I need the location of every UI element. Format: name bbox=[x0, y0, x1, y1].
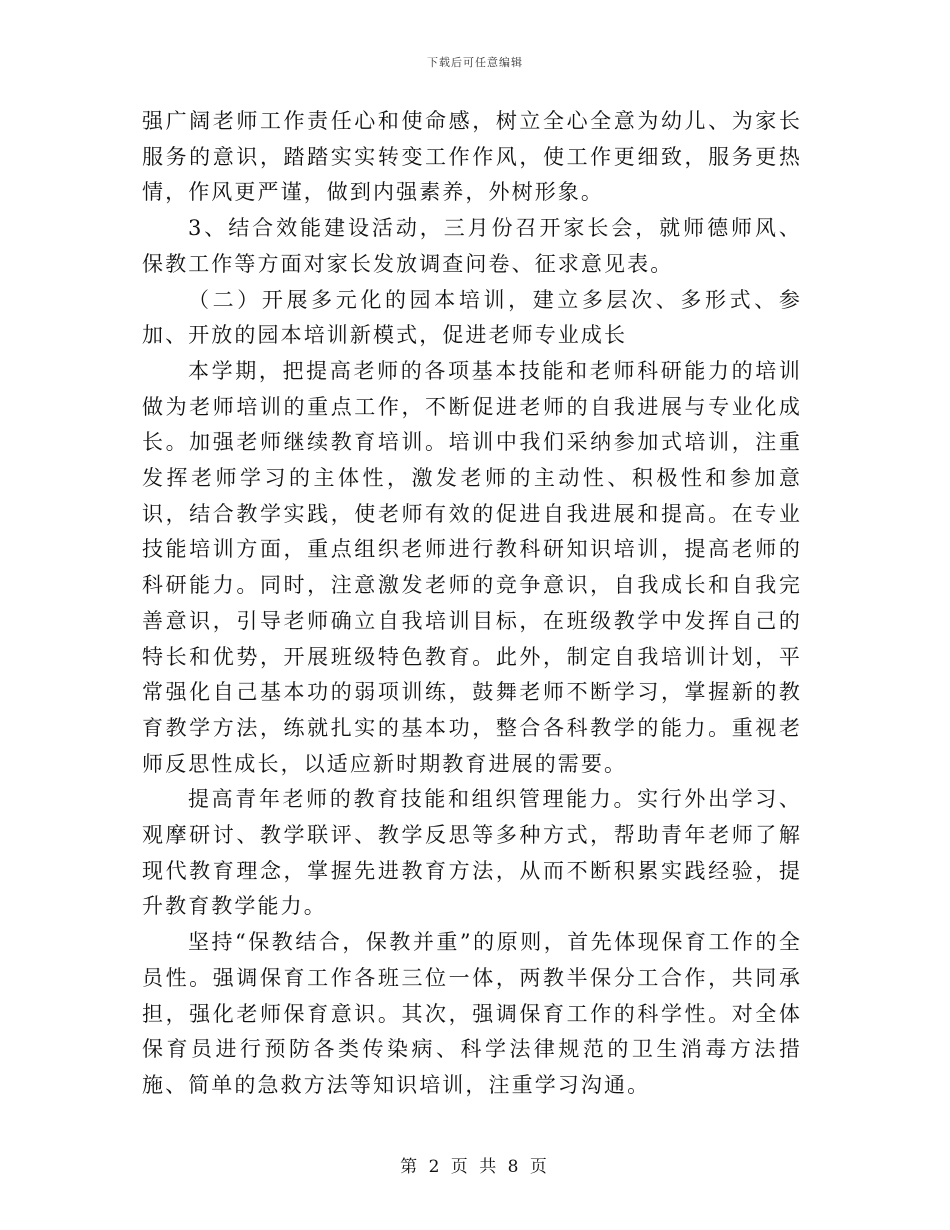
paragraph-1: 强广阔老师工作责任心和使命感，树立全心全意为幼儿、为家长服务的意识，踏踏实实转变工作作风，使工作更细致，服务更热情，作风更严谨，做到内强素养，外树形象。 bbox=[142, 109, 802, 205]
page-number: 第 2 页 共 8 页 bbox=[400, 1157, 550, 1177]
paragraph-5: 坚持“保教结合，保教并重”的原则，首先体现保育工作的全员性。强调保育工作各班三位一体，两教半保分工合作，共同承担，强化老师保育意识。其次，强调保育工作的科学性。对全体保育员进行预防各类传染病、科学法律规范的卫生消毒方法措施、简单的急救方法等知识培训，注重学习沟通。 bbox=[142, 930, 802, 1097]
page-header: 下载后可任意编辑 bbox=[427, 56, 523, 69]
paragraph-4: 提高青年老师的教育技能和组织管理能力。实行外出学习、观摩研讨、教学联评、教学反思等多种方式，帮助青年老师了解现代教育理念，掌握先进教育方法，从而不断积累实践经验，提升教育教学能力。 bbox=[142, 787, 802, 919]
document-body bbox=[142, 104, 802, 1104]
paragraph-3: 本学期，把提高老师的各项基本技能和老师科研能力的培训做为老师培训的重点工作，不断促进老师的自我进展与专业化成长。加强老师继续教育培训。培训中我们采纳参加式培训，注重发挥老师学习的主体性，激发老师的主动性、积极性和参加意识，结合教学实践，使老师有效的促进自我进展和提高。在专业技能培训方面，重点组织老师进行教科研知识培训，提高老师的科研能力。同时，注意激发老师的竞争意识，自我成长和自我完善意识，引导老师确立自我培训目标，在班级教学中发挥自己的特长和优势，开展班级特色教育。此外，制定自我培训计划，平常强化自己基本功的弱项训练，鼓舞老师不断学习，掌握新的教育教学方法，练就扎实的基本功，整合各科教学的能力。重视老师反思性成长，以适应新时期教育进展的需要。 bbox=[142, 358, 802, 776]
paragraph-2: 3、结合效能建设活动，三月份召开家长会，就师德师风、保教工作等方面对家长发放调查问卷、征求意见表。 bbox=[142, 216, 802, 276]
section-heading: （二）开展多元化的园本培训，建立多层次、多形式、参加、开放的园本培训新模式，促进老师专业成长 bbox=[142, 287, 802, 348]
